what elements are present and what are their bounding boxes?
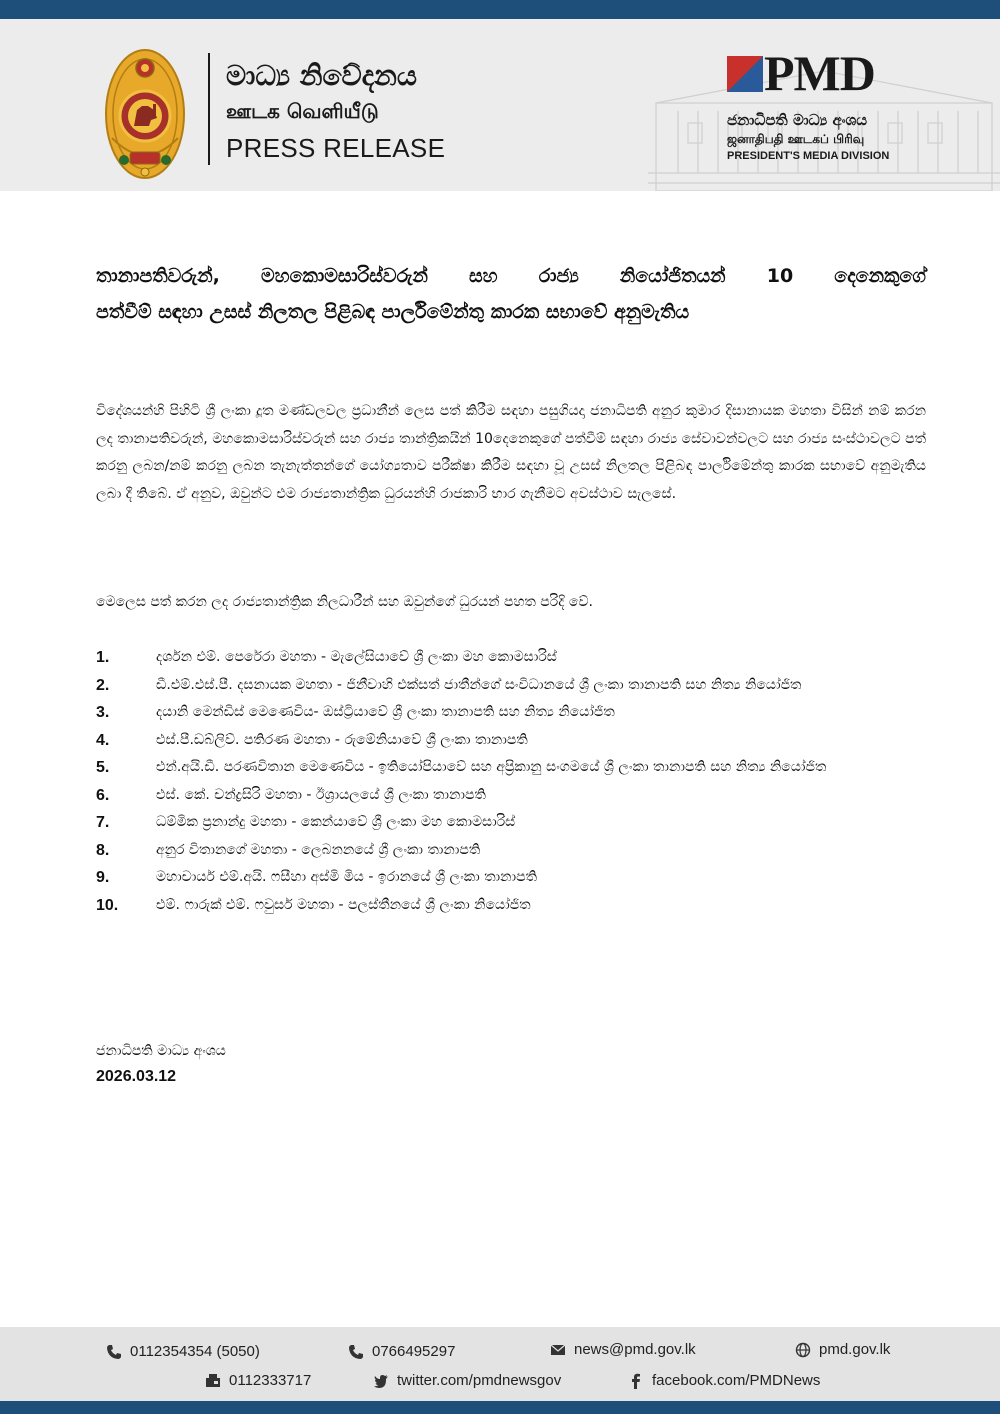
press-release-title-tamil: ஊடக வெளியீடு: [226, 99, 379, 123]
appointment-text: එස්. කේ. චන්ද්‍රසිරි මහතා - ඊශ්‍රායලයේ ශ්‍රී ලංකා තානාපති: [156, 786, 486, 803]
appointment-text: ඩී.එම්.එස්.පී. දසනායක මහතා - ජිනීවාහි එක්සත් ජාතීන්ගේ සංවිධානයේ ශ්‍රී ලංකා තානාපති සහ නිත්‍ය නියෝජිත: [156, 676, 802, 693]
appointment-item: [96, 809, 926, 837]
appointment-number: 8.: [96, 841, 110, 859]
appointment-item: [96, 727, 926, 755]
twitter-link[interactable]: twitter.com/pmdnewsgov: [397, 1372, 562, 1389]
appointment-item: [96, 699, 926, 727]
contact-website: [795, 1341, 890, 1358]
appointment-text: එන්.අයි.ඩී. පරණවිතාන මෙණෙවිය - ඉතියෝපියාවේ සහ අප්‍රිකානු සංගමයේ ශ්‍රී ලංකා තානාපති සහ නිත්‍ය නියෝජිත: [156, 759, 827, 775]
pmd-name-english: PRESIDENT'S MEDIA DIVISION: [727, 150, 890, 162]
appointment-text: එම්. ෆාරුක් එම්. ෆවුසර් මහතා - පලස්තීනයේ ශ්‍රී ලංකා නියෝජිත: [156, 896, 531, 913]
pmd-logo-icon: [727, 56, 763, 92]
contact-email: [550, 1341, 696, 1358]
facebook-icon: [628, 1373, 644, 1389]
globe-icon: [795, 1342, 811, 1358]
press-release-title-sinhala: මාධ්‍ය නිවේදනය: [226, 59, 417, 92]
appointment-item: [96, 864, 926, 892]
document-title-line: තානාපතිවරුන්, මහකොමසාරිස්වරුන් සහ රාජ්‍ය නියෝජිතයන් 10 දෙනෙකුගේ: [96, 265, 926, 287]
appointment-text: මහාචාර්ය එම්.අයි. ෆසීහා අස්මි මිය - ඉරානයේ ශ්‍රී ලංකා තානාපති: [156, 869, 537, 885]
website-link[interactable]: pmd.gov.lk: [819, 1341, 891, 1358]
appointment-item: [96, 837, 926, 865]
state-emblem-icon: [104, 48, 186, 180]
appointment-text: අනුර විතානගේ මහතා - ලෙබනනයේ ශ්‍රී ලංකා තානාපති: [156, 841, 481, 858]
signature-office: ජනාධිපති මාධ්‍ය අංශය: [96, 1043, 226, 1059]
pmd-name-tamil: ஜனாதிபதி ஊடகப் பிரிவு: [727, 132, 865, 146]
contact-footer: [0, 1327, 1000, 1401]
phone-number: 0766495297: [372, 1343, 456, 1360]
appointment-text: ධම්මික ප්‍රනාන්දු මහතා - කෙන්යාවේ ශ්‍රී ලංකා මහ කොමසාරිස්: [156, 814, 516, 830]
contact-fax: [205, 1372, 311, 1389]
phone-icon: [106, 1344, 122, 1360]
contact-phone-2: [348, 1343, 455, 1360]
fax-icon: [205, 1373, 221, 1389]
appointment-text: දයානි මෙන්ඩිස් මෙණෙවිය- ඔස්ට්‍රියාවේ ශ්‍රී ලංකා තානාපති සහ නිත්‍ය නියෝජිත: [156, 704, 615, 720]
appointment-item: [96, 754, 926, 782]
appointment-item: [96, 892, 926, 920]
pmd-logo-text: PMD: [764, 45, 875, 101]
appointments-list: [96, 644, 926, 919]
fax-number: 0112333717: [229, 1372, 312, 1389]
appointment-number: 4.: [96, 731, 110, 749]
contact-facebook: [628, 1372, 820, 1389]
bottom-accent-bar: [0, 1401, 1000, 1414]
header-divider: [208, 53, 210, 165]
contact-phone-1: [106, 1343, 260, 1360]
appointment-number: 2.: [96, 676, 110, 694]
appointment-number: 3.: [96, 704, 110, 721]
appointment-number: 7.: [96, 814, 110, 831]
phone-number: 0112354354 (5050): [130, 1343, 260, 1360]
press-release-title-english: PRESS RELEASE: [226, 133, 446, 163]
phone-icon: [348, 1344, 364, 1360]
email-link[interactable]: news@pmd.gov.lk: [574, 1341, 696, 1358]
body-paragraph: විදේශයන්හි පිහිටි ශ්‍රී ලංකා දූත මණ්ඩලවල ප්‍රධානීන් ලෙස පත් කිරීම සඳහා පසුගියදා ජනාධිපති අනුර කුමාර දිසානායක මහතා විසින් නම් කරන ලද තානාපතිවරුන්, මහකොමසාරිස්වරුන් සහ රාජ්‍ය තාන්ත්‍රිකයින් 10දෙනෙකුගේ පත්වීම් සඳහා රාජ්‍ය සේවාවන්වලට සහ රාජ්‍ය සංස්ථාවලට පත් කරනු ලබන/නම් කරනු ලබන තැනැත්තන්ගේ යෝග්‍යතාව පරීක්ෂා කිරීම සඳහා වූ උසස් නිලතල පිළිබඳ පාර්ලිමේන්තු කාරක සභාවේ අනුමැතිය ලබා දී තිබේ. ඒ අනුව, ඔවුන්ට එම රාජ්‍යතාන්ත්‍රික ධුරයන්හි රාජකාරි භාර ගැනීමට අවස්ථාව සැලසේ.: [96, 403, 926, 502]
appointment-number: 6.: [96, 786, 110, 804]
appointment-number: 5.: [96, 759, 110, 776]
document-title: [96, 258, 926, 330]
appointment-item: [96, 644, 926, 672]
twitter-icon: [373, 1373, 389, 1389]
appointment-text: දර්ශන එම්. පෙරේරා මහතා - මැලේසියාවේ ශ්‍රී ලංකා මහ කොමසාරිස්: [156, 649, 557, 665]
email-icon: [550, 1342, 566, 1358]
document-title-line: පත්වීම් සඳහා උසස් නිලතල පිළිබඳ පාර්ලිමේන්තු කාරක සභාවේ අනුමැතිය: [96, 301, 690, 323]
appointment-text: එස්.පී.ඩබ්ලිව්. පතිරණ මහතා - රුමේනියාවේ ශ්‍රී ලංකා තානාපති: [156, 731, 528, 748]
appointment-number: 10.: [96, 896, 119, 914]
release-date: 2026.03.12: [96, 1068, 177, 1085]
appointment-number: 9.: [96, 869, 110, 886]
contact-twitter: [373, 1372, 561, 1389]
list-intro: මෙලෙස පත් කරන ලද රාජ්‍යතාන්ත්‍රික නිලධාරීන් සහ ඔවුන්ගේ ධුරයන් පහත පරිදි වේ.: [96, 594, 593, 610]
pmd-name-sinhala: ජනාධිපති මාධ්‍ය අංශය: [727, 111, 868, 129]
top-accent-bar: [0, 0, 1000, 19]
appointment-number: 1.: [96, 649, 110, 666]
appointment-item: [96, 672, 926, 700]
letterhead: [0, 19, 1000, 191]
appointment-item: [96, 782, 926, 810]
facebook-link[interactable]: facebook.com/PMDNews: [652, 1372, 821, 1389]
